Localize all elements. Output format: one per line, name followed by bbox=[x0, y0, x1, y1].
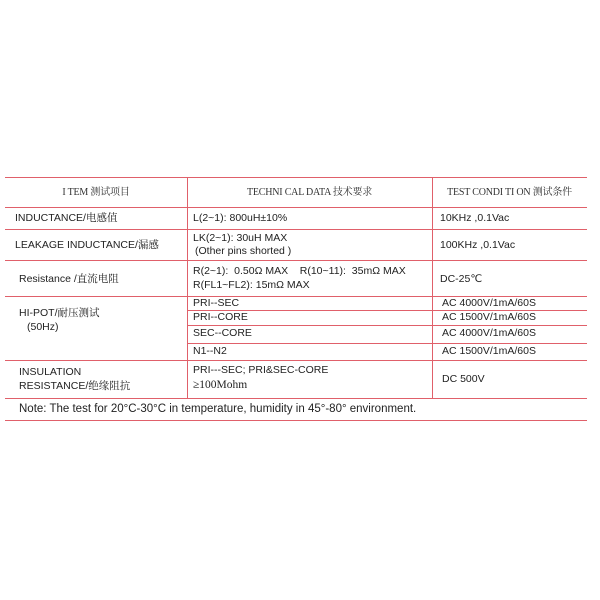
row-resistance-item: Resistance /直流电阻 bbox=[19, 273, 119, 285]
header-technical-data: TECHNI CAL DATA 技术要求 bbox=[246, 187, 373, 198]
row-resistance-tech-1: R(2~1): 0.50Ω MAX R(10~11): 35mΩ MAX bbox=[193, 265, 406, 277]
row-leakage-tech-1: LK(2~1): 30uH MAX bbox=[193, 232, 288, 244]
subrow-divider bbox=[187, 343, 587, 344]
hipot-sub-condition: AC 4000V/1mA/60S bbox=[442, 327, 536, 339]
column-divider-2 bbox=[432, 177, 433, 398]
hipot-sub-tech: PRI--SEC bbox=[193, 297, 240, 309]
hipot-sub-condition: AC 1500V/1mA/60S bbox=[442, 311, 536, 323]
row-resistance-condition: DC-25℃ bbox=[440, 273, 483, 285]
hipot-sub-condition: AC 4000V/1mA/60S bbox=[442, 297, 536, 309]
table-note: Note: The test for 20°C-30°C in temperature, humidity in 45°-80° environment. bbox=[19, 403, 417, 415]
hipot-sub-tech: SEC--CORE bbox=[193, 327, 252, 339]
table-border-bottom bbox=[5, 420, 587, 421]
row-inductance-condition: 10KHz ,0.1Vac bbox=[440, 212, 510, 224]
row-leakage-item: LEAKAGE INDUCTANCE/漏感 bbox=[15, 239, 159, 251]
row-insulation-condition: DC 500V bbox=[442, 373, 485, 385]
table-border-top bbox=[5, 177, 587, 178]
hipot-sub-tech: N1--N2 bbox=[193, 345, 227, 357]
row-insulation-item-2: RESISTANCE/绝缘阻抗 bbox=[19, 380, 131, 392]
row-divider bbox=[5, 360, 587, 361]
row-hipot-item-1: HI-POT/耐压测试 bbox=[19, 307, 100, 319]
row-inductance-tech: L(2~1): 800uH±10% bbox=[193, 212, 288, 224]
header-test-condition: TEST CONDI TI ON 测试条件 bbox=[447, 187, 572, 198]
row-divider bbox=[5, 229, 587, 230]
row-leakage-condition: 100KHz ,0.1Vac bbox=[440, 239, 516, 251]
row-insulation-tech-2: ≥100Mohm bbox=[193, 379, 248, 391]
header-divider bbox=[5, 207, 587, 208]
column-divider-1 bbox=[187, 177, 188, 398]
header-item: I TEM 测试项目 bbox=[62, 187, 130, 198]
row-insulation-tech-1: PRI---SEC; PRI&SEC-CORE bbox=[193, 364, 329, 376]
subrow-divider bbox=[187, 325, 587, 326]
hipot-sub-condition: AC 1500V/1mA/60S bbox=[442, 345, 536, 357]
hipot-sub-tech: PRI--CORE bbox=[193, 311, 248, 323]
row-inductance-item: INDUCTANCE/电感值 bbox=[15, 212, 118, 224]
row-leakage-tech-2: (Other pins shorted ) bbox=[195, 245, 292, 257]
row-resistance-tech-2: R(FL1~FL2): 15mΩ MAX bbox=[193, 279, 310, 291]
row-divider bbox=[5, 260, 587, 261]
row-insulation-item-1: INSULATION bbox=[19, 366, 82, 378]
row-divider bbox=[5, 398, 587, 399]
row-hipot-item-2: (50Hz) bbox=[27, 321, 59, 333]
